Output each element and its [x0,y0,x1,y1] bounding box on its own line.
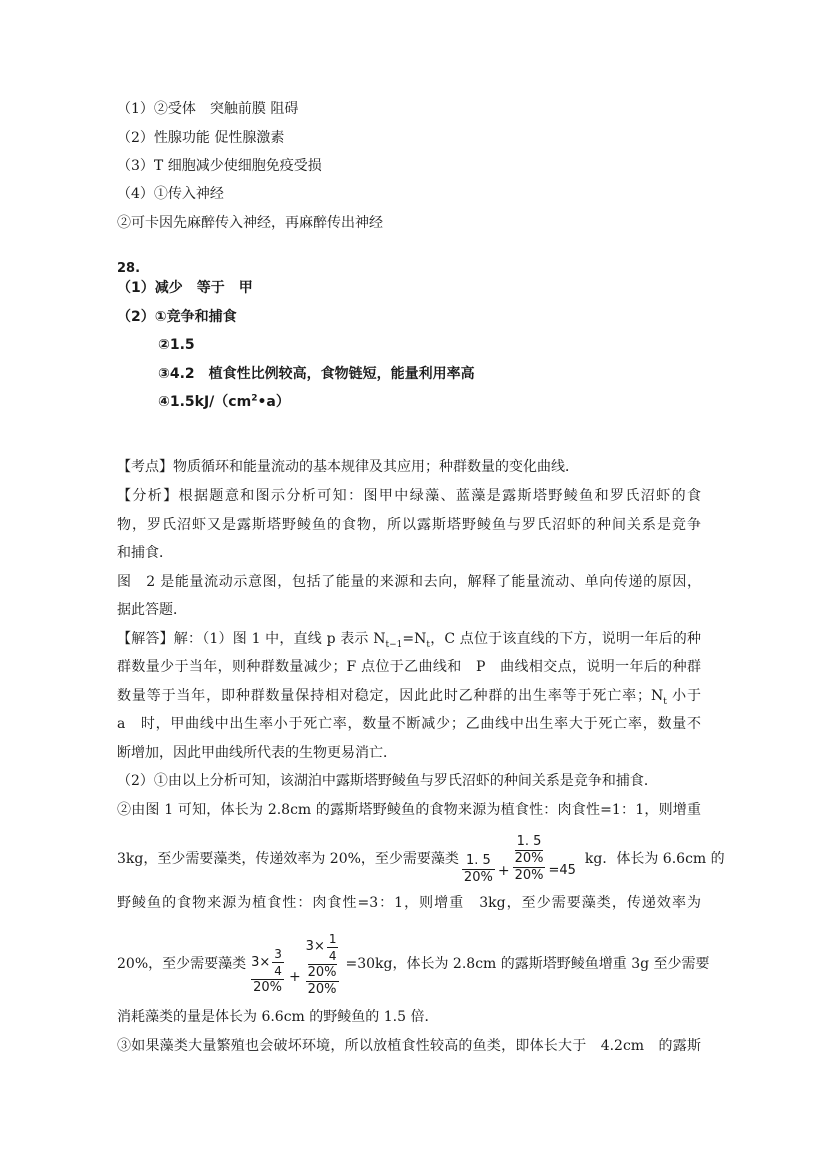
jieda-line-1: 【解答】解：（1）图 1 中，直线 p 表示 $N_{t-1}=N_t$，C 点位于该直线的下方，说明一年后的种 [117,631,701,650]
fraction-4-inner [327,931,339,964]
jieda-line-9: 野鲮鱼的食物来源为植食性：肉食性=3：1，则增重 3kg，至少需要藻类，传递效率为 [117,895,701,911]
fenxi-line-2: 物，罗氏沼虾又是露斯塔野鲮鱼的食物，所以露斯塔野鲮鱼与罗氏沼虾的种间关系是竞争 [117,517,701,533]
equals-value: =45 [548,863,576,878]
plus-sign: + [497,863,510,879]
jieda-line-8 [117,827,725,891]
fraction-1-num: 1. 5 [465,852,491,868]
answer-27-1: （1）②受体 突触前膜 阻碍 [117,101,299,117]
fraction-2-inner-num: 1. 5 [516,834,542,849]
jieda-line-10-tail: =30kg，体长为 2.8cm 的露斯塔野鲮鱼增重 3g 至少需要 [345,956,710,972]
fraction-3 [249,946,286,996]
answer-27-2: （2）性腺功能 促性腺激素 [117,130,285,146]
fraction-2-inner-den: 20% [514,851,544,866]
jieda-line-10-text: 20%，至少需要藻类 [117,956,247,972]
jieda-line-12: ③如果藻类大量繁殖也会破坏环境，所以放植食性较高的鱼类，即体长大于 4.2cm 的露斯 [117,1038,701,1054]
fraction-4-den: 20% [307,981,337,997]
jieda-line-4: a 时，甲曲线中出生率小于死亡率，数量不断减少；乙曲线中出生率大于死亡率，数量不 [117,716,701,732]
jieda-line-5: 断增加，因此甲曲线所代表的生物更易消亡． [117,745,397,761]
fraction-4-num [304,931,341,981]
answer-27-3: （3）T 细胞减少使细胞免疫受损 [117,158,322,174]
question-number: 28. [117,261,141,276]
fraction-4 [304,931,341,998]
jieda-line-2: 群数量少于当年，则种群数量减少；F 点位于乙曲线和 P 曲线相交点，说明一年后的种群 [117,659,701,675]
fraction-2-num [513,834,546,867]
jieda-line-7: ②由图 1 可知，体长为 2.8cm 的露斯塔野鲮鱼的食物来源为植食性：肉食性=1：1，则增重 [117,802,701,818]
answer-28-2-3: ③4.2 植食性比例较高，食物链短，能量利用率高 [158,366,475,382]
jieda-line-3: 数量等于当年，即种群数量保持相对稳定，因此此时乙种群的出生率等于死亡率；$N_t$ 小于 [117,688,702,707]
fraction-4-inner-den: 4 [328,948,337,963]
answer-28-2-4: $④1.5kJ/(cm^2•a)$ [158,393,290,410]
fraction-1 [462,853,495,886]
jieda-line-11: 消耗藻类的量是体长为 6.6cm 的野鲮鱼的 1.5 倍． [117,1009,439,1025]
fraction-3-den: 20% [253,980,282,995]
plus-sign-2: + [288,969,301,985]
answer-27-4-2: ②可卡因先麻醉传入神经，再麻醉传出神经 [117,215,383,231]
fraction-3-inner-num: 3 [274,947,282,961]
answer-28-1: （1）减少 等于 甲 [117,280,253,296]
answer-27-4: （4）①传入神经 [117,186,224,202]
fraction-4-mid: 20% [307,964,337,980]
fenxi-line-3: 和捕食． [117,545,173,561]
answer-28-2-2: ②1.5 [158,337,195,353]
jieda-line-8-tail: kg．体长为 6.6cm 的 [584,851,725,867]
fraction-2-den: 20% [514,868,544,883]
fraction-4-top [306,931,339,964]
fraction-3-num [249,946,286,979]
fraction-1-den: 20% [463,869,493,885]
fraction-2 [513,834,546,884]
fraction-3-inner-den: 4 [274,964,282,978]
jieda-line-8-text: 3kg，至少需要藻类，传递效率为 20%，至少需要藻类 [117,851,459,867]
fenxi-line-5: 据此答题． [117,602,187,618]
fraction-3-coef: 3× [251,954,271,970]
fraction-3-inner [272,946,284,979]
jieda-line-10 [117,928,710,1000]
fenxi-line-1: 【分析】根据题意和图示分析可知：图甲中绿藻、蓝藻是露斯塔野鲮鱼和罗氏沼虾的食 [117,488,701,504]
fraction-4-coef: 3× [305,939,325,954]
jieda-line-6: （2）①由以上分析可知，该湖泊中露斯塔野鲮鱼与罗氏沼虾的种间关系是竞争和捕食． [117,773,658,789]
kaodian-text: 【考点】物质循环和能量流动的基本规律及其应用；种群数量的变化曲线． [117,459,579,475]
answer-28-2: （2）①竞争和捕食 [117,309,237,325]
fenxi-line-4: 图 2 是能量流动示意图，包括了能量的来源和去向，解释了能量流动、单向传递的原因， [117,574,701,590]
fraction-4-inner-num: 1 [328,931,337,946]
